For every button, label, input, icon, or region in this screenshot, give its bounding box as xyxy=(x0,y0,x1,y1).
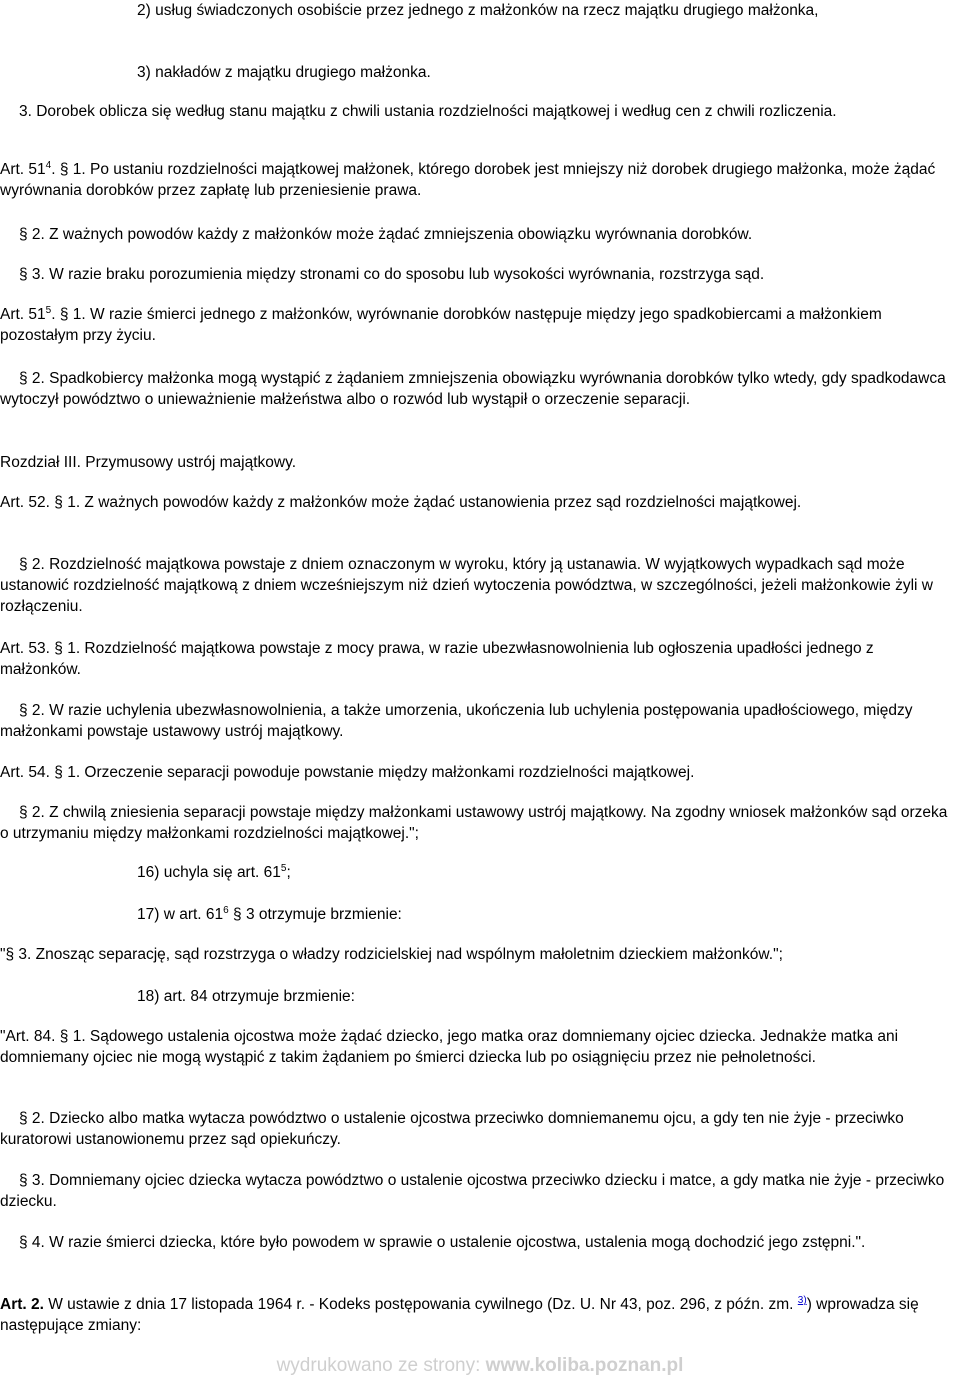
article-53: Art. 53. § 1. Rozdzielność majątkowa powstaje z mocy prawa, w razie ubezwłasnowolnienia lub ogłoszenia upadłości jednego z małżonków. xyxy=(0,640,874,678)
article-61-6-section-3: "§ 3. Znosząc separację, sąd rozstrzyga o władzy rodzicielskiej nad wspólnym małoletnim dzieckiem małżonków."; xyxy=(0,946,783,963)
article-52: Art. 52. § 1. Z ważnych powodów każdy z małżonków może żądać ustanowienia przez sąd rozdzielności majątkowej. xyxy=(0,494,802,511)
point-18: 18) art. 84 otrzymuje brzmienie: xyxy=(137,988,355,1005)
article-53-section-2: § 2. W razie uchylenia ubezwłasnowolnienia, a także umorzenia, ukończenia lub uchylenia postępowania upadłościowego, między małżonkami powstaje ustawowy ustrój majątkowy. xyxy=(0,702,913,740)
article-84-section-4: § 4. W razie śmierci dziecka, które było powodem w sprawie o ustalenie ojcostwa, ustalenia mogą dochodzić jego zstępni.". xyxy=(19,1234,866,1251)
article-51-5-section-2: § 2. Spadkobiercy małżonka mogą wystąpić z żądaniem zmniejszenia obowiązku wyrównania dorobków tylko wtedy, gdy spadkodawca wytoczył powództwo o unieważnienie małżeństwa albo o rozwód lub wystąpił o orzeczenie separacji. xyxy=(0,370,946,408)
article-2: Art. 2. W ustawie z dnia 17 listopada 1964 r. - Kodeks postępowania cywilnego (Dz. U. Nr 43, poz. 296, z późn. zm. $^{3)}$) wprowadza się następujące zmiany: xyxy=(0,1295,919,1334)
paragraph-section-3: 3. Dorobek oblicza się według stanu majątku z chwili ustania rozdzielności majątkowej i według cen z chwili rozliczenia. xyxy=(19,103,837,120)
footnote-link[interactable]: 3) xyxy=(797,1295,807,1306)
article-51-4: Art. $51^4$. § 1. Po ustaniu rozdzielności majątkowej małżonek, którego dorobek jest mniejszy niż dorobek drugiego małżonka, może żądać wyrównania dorobków przez zapłatę lub przeniesienie prawa. xyxy=(0,160,936,199)
article-84: "Art. 84. § 1. Sądowego ustalenia ojcostwa może żądać dziecko, jego matka oraz domniemany ojciec dziecka. Jednakże matka ani domniemany ojciec nie mogą wystąpić z takim żądaniem po śmierci dziecka lub po osiągnięciu przez nie pełnoletności. xyxy=(0,1028,899,1066)
footer-site-link[interactable]: www.koliba.poznan.pl xyxy=(485,1355,684,1376)
article-51-4-section-2: § 2. Z ważnych powodów każdy z małżonków może żądać zmniejszenia obowiązku wyrównania dorobków. xyxy=(19,226,753,243)
article-84-section-3: § 3. Domniemany ojciec dziecka wytacza powództwo o ustalenie ojcostwa przeciwko dziecku i matce, a gdy matka nie żyje - przeciwko dziecku. xyxy=(0,1172,945,1210)
article-84-section-2: § 2. Dziecko albo matka wytacza powództwo o ustalenie ojcostwa przeciwko domniemanemu ojcu, a gdy ten nie żyje - przeciwko kuratorowi ustanowionemu przez sąd opiekuńczy. xyxy=(0,1110,904,1148)
page-footer: wydrukowano ze strony: www.koliba.poznan.pl xyxy=(276,1355,684,1376)
point-17: 17) w art. $61^6$ § 3 otrzymuje brzmienie: xyxy=(137,905,402,923)
article-54: Art. 54. § 1. Orzeczenie separacji powoduje powstanie między małżonkami rozdzielności majątkowej. xyxy=(0,764,695,781)
point-16: 16) uchyla się art. $61^5$; xyxy=(137,863,291,881)
article-51-4-section-3: § 3. W razie braku porozumienia między stronami co do sposobu lub wysokości wyrównania, rozstrzyga sąd. xyxy=(19,266,765,283)
paragraph-point-2: 2) usług świadczonych osobiście przez jednego z małżonków na rzecz majątku drugiego małżonka, xyxy=(137,2,819,19)
article-51-5: Art. $51^5$. § 1. W razie śmierci jednego z małżonków, wyrównanie dorobków następuje między jego spadkobiercami a małżonkiem pozostałym przy życiu. xyxy=(0,305,882,344)
article-52-section-2: § 2. Rozdzielność majątkowa powstaje z dniem oznaczonym w wyroku, który ją ustanawia. W wyjątkowych wypadkach sąd może ustanowić rozdzielność majątkową z dniem wcześniejszym niż dzień wytoczenia powództwa, w szczególności, jeżeli małżonkowie żyli w rozłączeniu. xyxy=(0,556,933,615)
chapter-heading: Rozdział III. Przymusowy ustrój majątkowy. xyxy=(0,454,297,471)
paragraph-point-3: 3) nakładów z majątku drugiego małżonka. xyxy=(137,64,431,81)
article-54-section-2: § 2. Z chwilą zniesienia separacji powstaje między małżonkami ustawowy ustrój majątkowy. Na zgodny wniosek małżonków sąd orzeka o utrzymaniu między małżonkami rozdzielności majątkowej."; xyxy=(0,804,948,842)
